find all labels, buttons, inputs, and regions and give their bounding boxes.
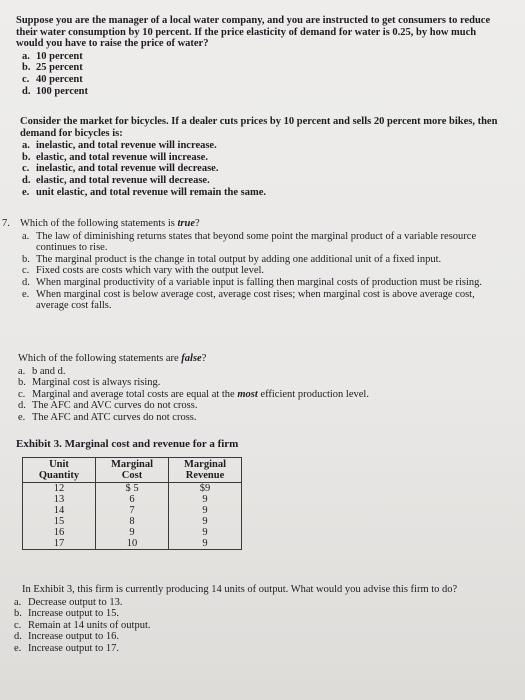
option-c: c. 40 percent [22, 73, 83, 85]
table-row: 15 8 9 [23, 516, 242, 527]
option-list [14, 597, 514, 655]
question-number: 7. [2, 218, 10, 229]
option-list [22, 51, 502, 97]
option-c: c. Remain at 14 units of output. [14, 619, 151, 631]
question-stem: Which of the following statements is true? [20, 218, 200, 229]
option-list [18, 366, 502, 424]
option-e: e. unit elastic, and total revenue will remain the same. [22, 186, 267, 198]
exhibit-title: Exhibit 3. Marginal cost and revenue for a firm [16, 438, 239, 450]
option-b: b. Increase output to 15. [14, 608, 119, 620]
option-c: c. Marginal and average total costs are equal at the most efficient production level. [18, 388, 369, 400]
option-c: c. inelastic, and total revenue will decrease. [22, 163, 219, 175]
option-b: b. The marginal product is the change in total output by adding one additional unit of a fixed input. [22, 253, 442, 265]
column-header-marginal-cost: Marginal Cost [96, 458, 169, 483]
table-header-row [23, 458, 242, 483]
table-row: 17 10 9 [23, 538, 242, 550]
option-a: a. 10 percent [22, 50, 83, 62]
option-d: d. The AFC and AVC curves do not cross. [18, 400, 198, 412]
option-d: d. Increase output to 16. [14, 631, 119, 643]
table-row: 16 9 9 [23, 527, 242, 538]
option-e: e. The AFC and ATC curves do not cross. [18, 411, 197, 423]
question-stem: Which of the following statements are false? [18, 353, 207, 364]
option-a: a. b and d. [18, 365, 66, 377]
option-a: a. Decrease output to 13. [14, 596, 123, 608]
option-c: c. Fixed costs are costs which vary with the output level. [22, 265, 265, 277]
question-bicycle-demand [20, 116, 504, 198]
option-list [22, 140, 504, 198]
question-exhibit-output [14, 584, 514, 655]
option-list [22, 231, 500, 312]
option-d: d. 100 percent [22, 85, 89, 97]
option-e: e. When marginal cost is below average cost, average cost rises; when marginal cost is above average cost, average cost falls. [22, 288, 475, 312]
column-header-marginal-revenue: Marginal Revenue [169, 458, 242, 483]
option-d: d. When marginal productivity of a variable input is falling then marginal costs of production must be rising. [22, 276, 483, 288]
option-b: b. elastic, and total revenue will increase. [22, 151, 208, 163]
question-water-elasticity [16, 15, 502, 97]
option-e: e. Increase output to 17. [14, 642, 119, 654]
option-d: d. elastic, and total revenue will decrease. [22, 174, 210, 186]
question-stem: Suppose you are the manager of a local water company, and you are instructed to get consumers to reduce their water consumption by 10 percent. If the price elasticity of demand for water is 0.25, by how much would you have to raise the price of water? [16, 15, 491, 50]
exhibit-table [22, 457, 242, 550]
question-stem: Consider the market for bicycles. If a dealer cuts prices by 10 percent and sells 20 percent more bikes, then demand for bicycles is: [20, 116, 498, 139]
option-b: b. Marginal cost is always rising. [18, 377, 161, 389]
table-row: 13 6 9 [23, 494, 242, 505]
column-header-unit-quantity: Unit Quantity [23, 458, 96, 483]
table-row: 12 $ 5 $9 [23, 483, 242, 495]
option-b: b. 25 percent [22, 62, 83, 74]
option-a: a. inelastic, and total revenue will increase. [22, 140, 217, 152]
question-stem: In Exhibit 3, this firm is currently producing 14 units of output. What would you advise this firm to do? [22, 584, 458, 595]
question-true-statement [20, 218, 500, 312]
question-false-statements [18, 353, 502, 424]
option-a: a. The law of diminishing returns states that beyond some point the marginal product of a variable resource continues to rise. [22, 230, 477, 254]
table-row: 14 7 9 [23, 505, 242, 516]
